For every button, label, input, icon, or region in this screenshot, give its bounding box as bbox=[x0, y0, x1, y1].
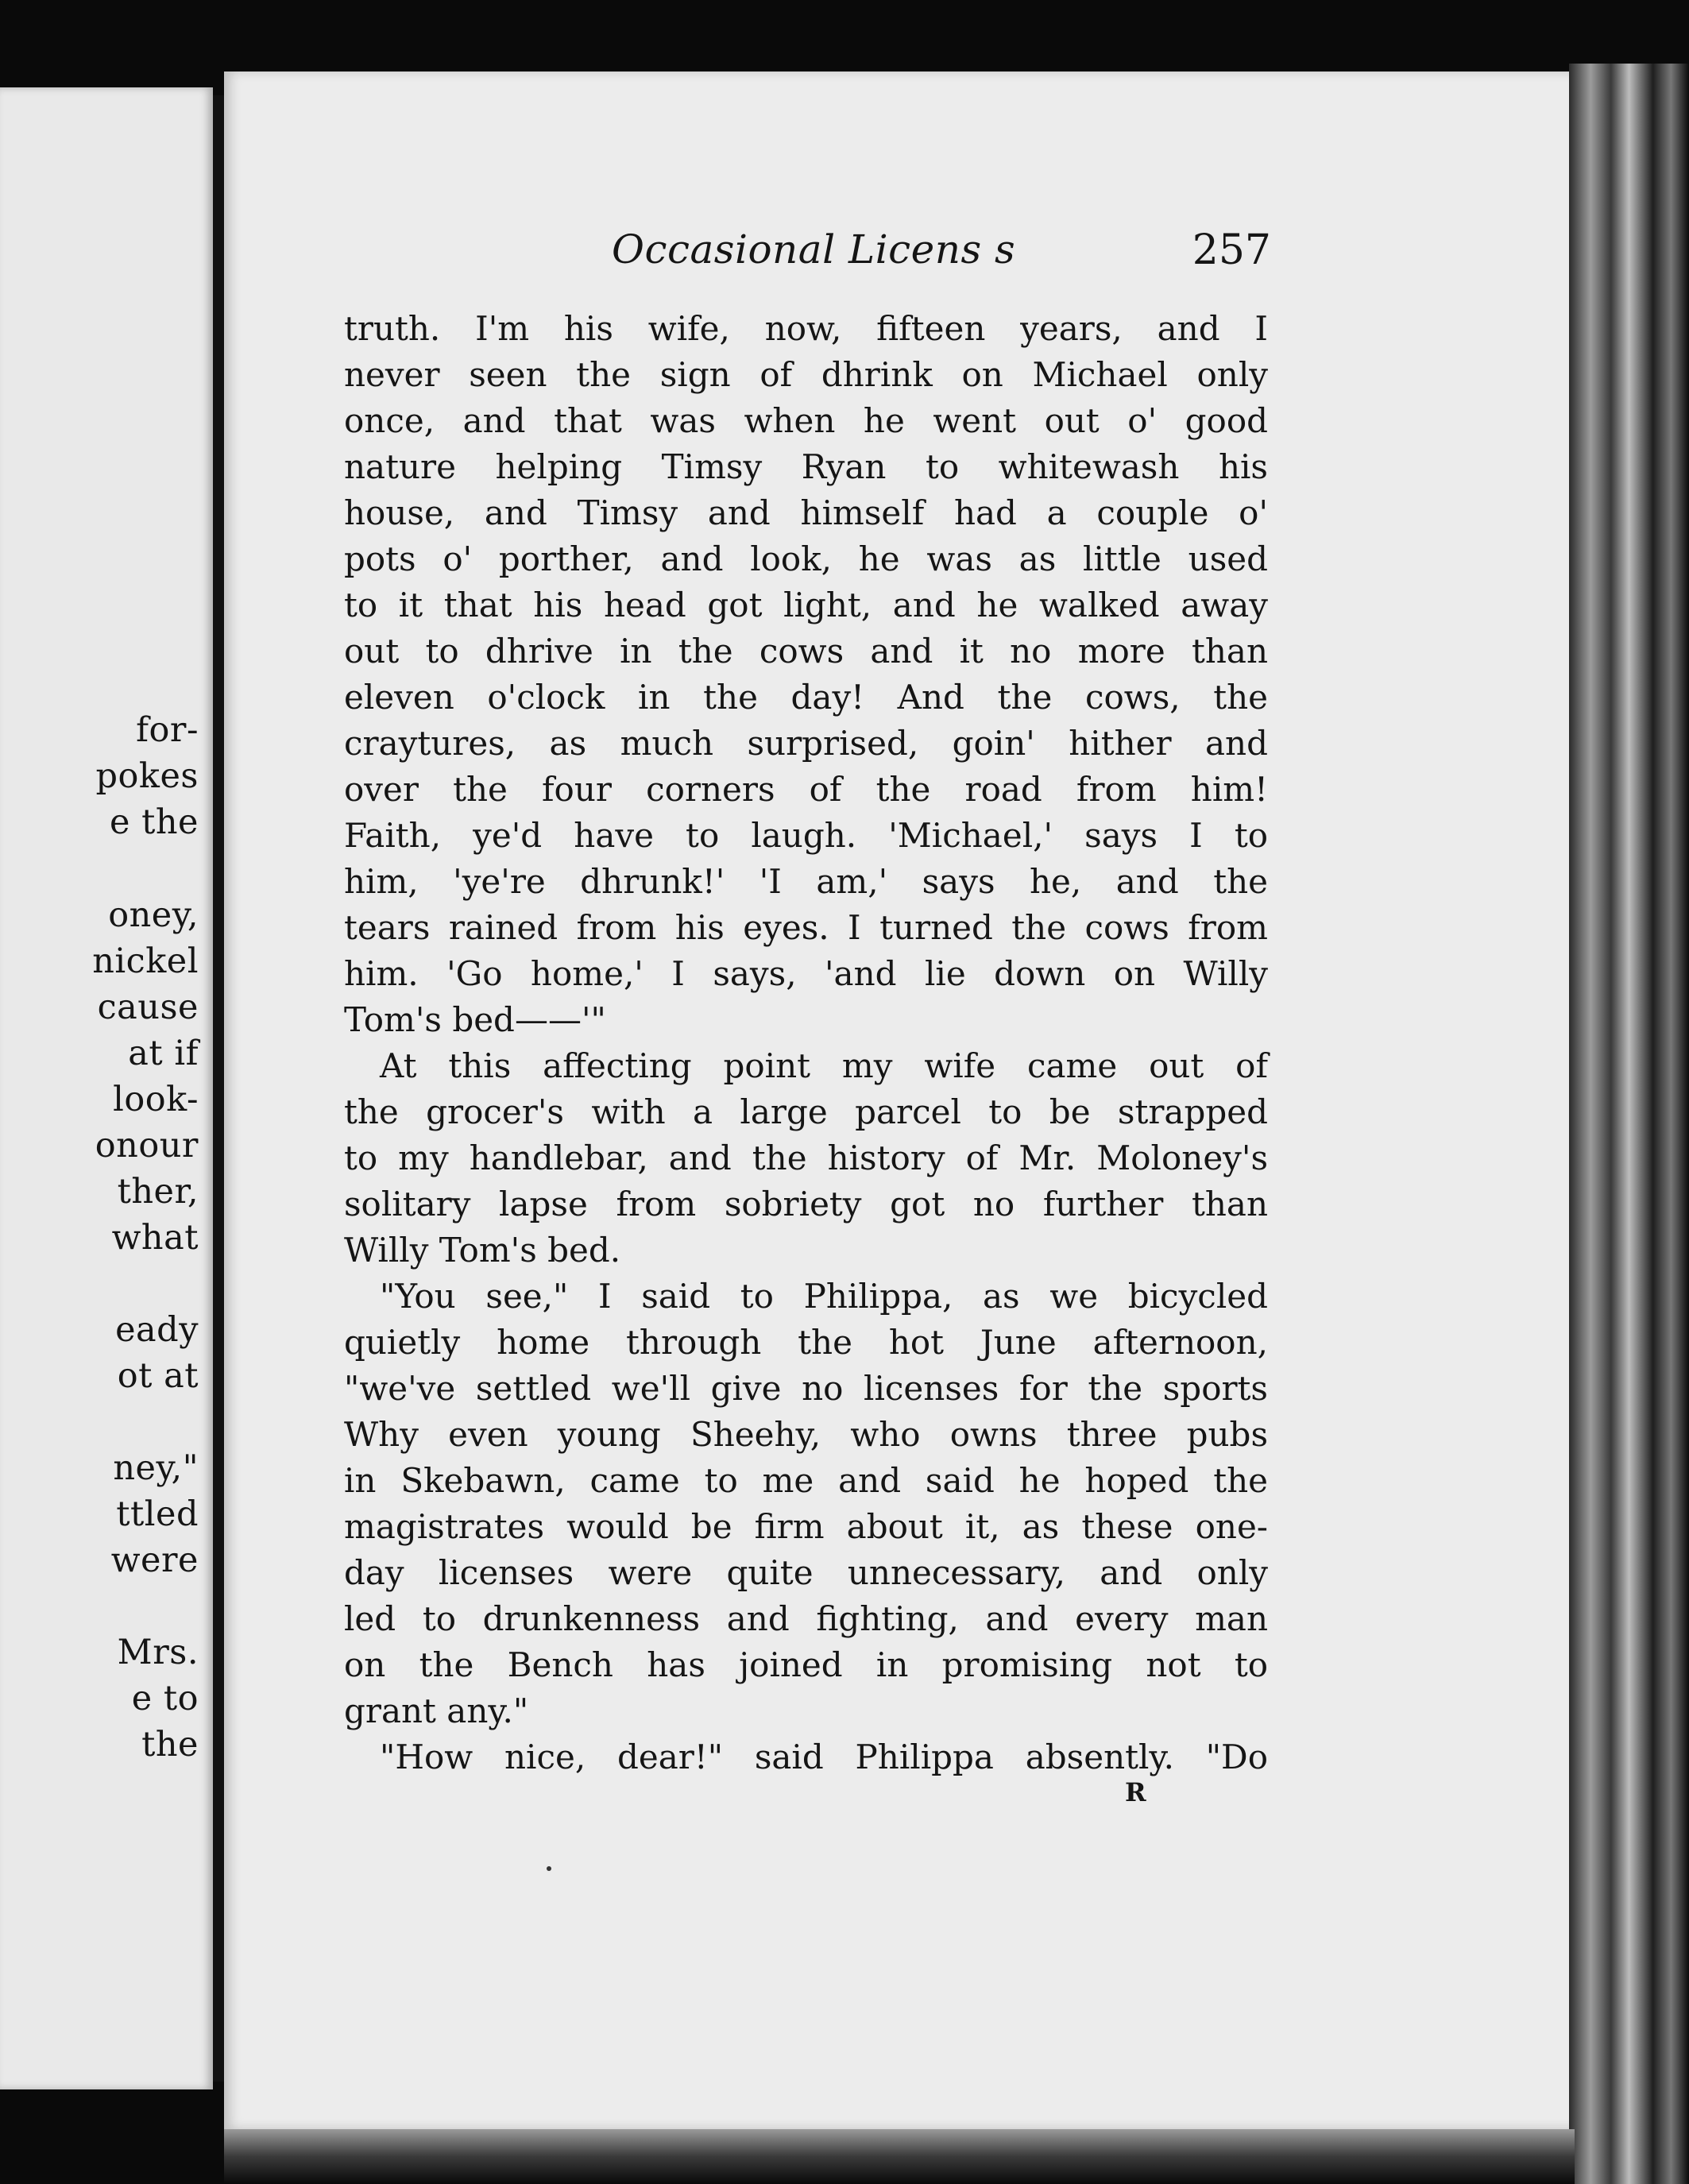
left-fragment: for- bbox=[136, 710, 199, 750]
text-line: led to drunkenness and fighting, and every man bbox=[344, 1599, 1268, 1638]
text-line: grant any." bbox=[344, 1691, 529, 1730]
ink-speck bbox=[547, 1866, 551, 1871]
text-line: in Skebawn, came to me and said he hoped the bbox=[344, 1461, 1268, 1500]
text-line: on the Bench has joined in promising not to bbox=[344, 1645, 1268, 1684]
text-line: craytures, as much surprised, goin' hither and bbox=[344, 724, 1268, 763]
text-line: Faith, ye'd have to laugh. 'Michael,' says I to bbox=[344, 816, 1268, 855]
text-line: "How nice, dear!" said Philippa absently. "Do bbox=[380, 1738, 1268, 1776]
text-line: the grocer's with a large parcel to be strapped bbox=[344, 1092, 1268, 1131]
text-line: him, 'ye're dhrunk!' 'I am,' says he, and the bbox=[344, 862, 1268, 901]
text-line: "You see," I said to Philippa, as we bicycled bbox=[380, 1277, 1268, 1316]
left-fragment: ther, bbox=[117, 1172, 199, 1212]
text-line: to it that his head got light, and he walked away bbox=[344, 586, 1268, 624]
left-fragment: ney," bbox=[113, 1448, 199, 1488]
left-fragment: at if bbox=[128, 1034, 199, 1073]
text-line: quietly home through the hot June afternoon, bbox=[344, 1323, 1268, 1362]
page-number: 257 bbox=[1192, 226, 1271, 274]
text-line: him. 'Go home,' I says, 'and lie down on Willy bbox=[344, 954, 1268, 993]
left-fragment: what bbox=[111, 1218, 199, 1258]
left-fragment: cause bbox=[97, 988, 199, 1027]
text-line: tears rained from his eyes. I turned the cows from bbox=[344, 908, 1268, 947]
left-fragment: oney, bbox=[108, 895, 199, 935]
page-edges bbox=[1569, 64, 1689, 2184]
text-line: Willy Tom's bed. bbox=[344, 1231, 621, 1270]
text-line: house, and Timsy and himself had a couple o' bbox=[344, 493, 1268, 532]
page-bottom-edge bbox=[224, 2129, 1575, 2184]
signature-mark: R bbox=[1125, 1777, 1146, 1807]
text-line: At this affecting point my wife came out of bbox=[380, 1046, 1268, 1085]
left-fragment: the bbox=[141, 1725, 199, 1765]
text-line: "we've settled we'll give no licenses for the sports bbox=[344, 1369, 1268, 1408]
left-fragment: eady bbox=[115, 1310, 199, 1350]
text-line: magistrates would be firm about it, as these one- bbox=[344, 1507, 1268, 1546]
text-line: over the four corners of the road from him! bbox=[344, 770, 1268, 809]
text-line: truth. I'm his wife, now, fifteen years, and I bbox=[344, 309, 1268, 348]
text-line: once, and that was when he went out o' good bbox=[344, 401, 1268, 440]
left-fragment: e to bbox=[131, 1679, 199, 1718]
text-line: never seen the sign of dhrink on Michael only bbox=[344, 355, 1268, 394]
left-fragment: e the bbox=[109, 802, 199, 842]
text-line: to my handlebar, and the history of Mr. Moloney's bbox=[344, 1138, 1268, 1177]
text-line: day licenses were quite unnecessary, and only bbox=[344, 1553, 1268, 1592]
left-fragment: nickel bbox=[92, 941, 199, 981]
text-line: eleven o'clock in the day! And the cows, the bbox=[344, 678, 1268, 717]
book-gutter bbox=[213, 95, 224, 2082]
left-fragment: look- bbox=[113, 1080, 199, 1119]
left-fragment: pokes bbox=[95, 756, 199, 796]
text-line: pots o' porther, and look, he was as little used bbox=[344, 539, 1268, 578]
running-head: Occasional Licens s bbox=[612, 226, 1016, 273]
text-line: Why even young Sheehy, who owns three pubs bbox=[344, 1415, 1268, 1454]
left-fragment: onour bbox=[95, 1126, 199, 1165]
left-fragment: ot at bbox=[117, 1356, 199, 1396]
text-line: solitary lapse from sobriety got no further than bbox=[344, 1185, 1268, 1223]
page-header bbox=[612, 226, 1271, 282]
body-text bbox=[344, 306, 1268, 1780]
left-facing-page bbox=[0, 87, 213, 2089]
text-line: nature helping Timsy Ryan to whitewash his bbox=[344, 447, 1268, 486]
left-fragment: Mrs. bbox=[117, 1633, 199, 1672]
left-fragment: were bbox=[110, 1540, 199, 1580]
text-line: out to dhrive in the cows and it no more than bbox=[344, 632, 1268, 671]
text-line: Tom's bed——'" bbox=[344, 1000, 606, 1039]
left-fragment: ttled bbox=[116, 1494, 199, 1534]
